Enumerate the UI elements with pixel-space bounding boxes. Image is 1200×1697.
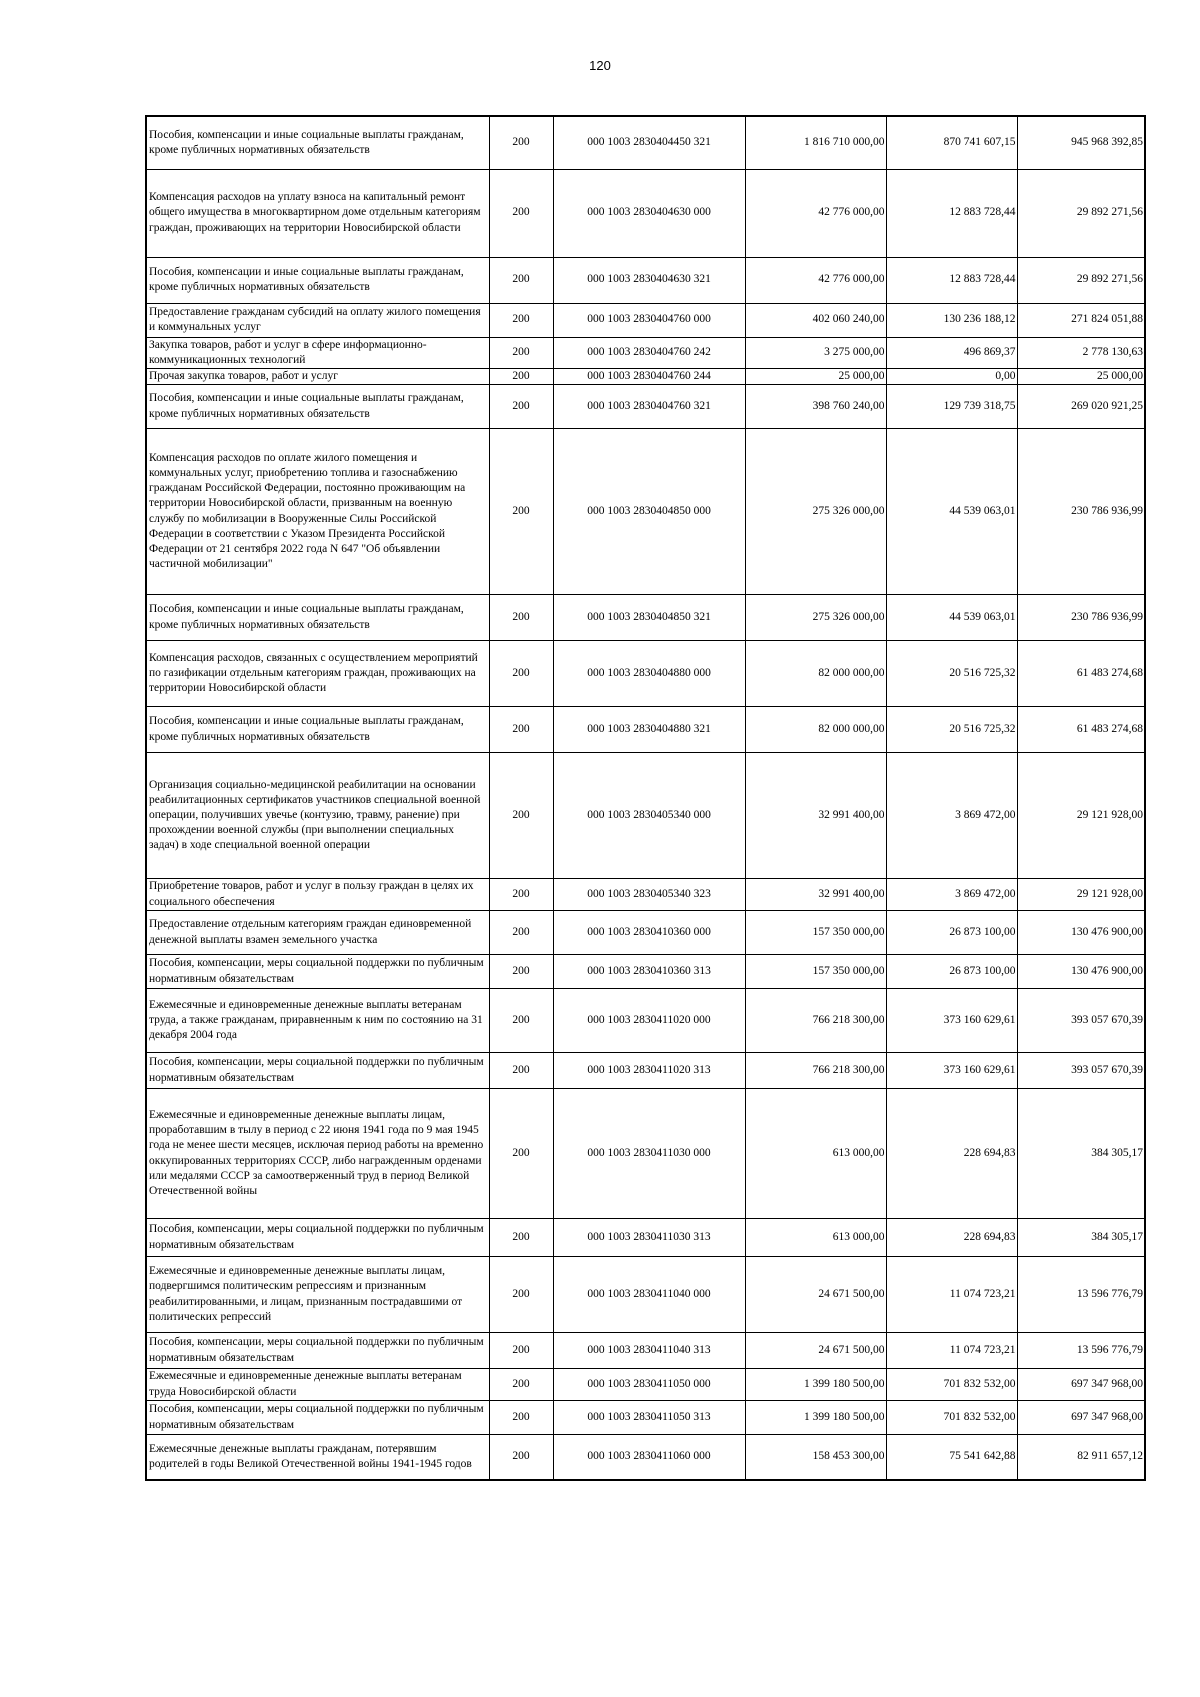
expense-name-cell: Ежемесячные и единовременные денежные выплаты лицам, проработавшим в тылу в период с 22 июня 1941 года по 9 мая 1945 года не менее шести месяцев, исключая период работы на временно оккупированных территориях СССР, либо награжденным орденами или медалями СССР за самоотверженный труд в период Великой Отечественной войны <box>146 1089 489 1219</box>
table-row <box>146 707 1145 753</box>
executed-amount-cell: 870 741 607,15 <box>886 116 1017 169</box>
approved-amount-cell: 24 671 500,00 <box>745 1333 886 1369</box>
unexecuted-amount-cell: 61 483 274,68 <box>1017 641 1145 707</box>
executed-amount-cell: 26 873 100,00 <box>886 955 1017 989</box>
unexecuted-amount-cell: 271 824 051,88 <box>1017 303 1145 337</box>
table-row <box>146 911 1145 955</box>
budget-classification-code-cell: 000 1003 2830404880 000 <box>553 641 745 707</box>
approved-amount-cell: 82 000 000,00 <box>745 641 886 707</box>
expense-name-cell: Пособия, компенсации, меры социальной поддержки по публичным нормативным обязательствам <box>146 1053 489 1089</box>
table-row <box>146 1369 1145 1401</box>
unexecuted-amount-cell: 29 892 271,56 <box>1017 257 1145 303</box>
line-code-cell: 200 <box>489 955 553 989</box>
line-code-cell: 200 <box>489 911 553 955</box>
line-code-cell: 200 <box>489 707 553 753</box>
expense-name-cell: Пособия, компенсации и иные социальные выплаты гражданам, кроме публичных нормативных обязательств <box>146 707 489 753</box>
approved-amount-cell: 82 000 000,00 <box>745 707 886 753</box>
table-body <box>146 116 1145 1480</box>
unexecuted-amount-cell: 130 476 900,00 <box>1017 955 1145 989</box>
executed-amount-cell: 228 694,83 <box>886 1089 1017 1219</box>
unexecuted-amount-cell: 13 596 776,79 <box>1017 1333 1145 1369</box>
approved-amount-cell: 398 760 240,00 <box>745 385 886 429</box>
expense-name-cell: Пособия, компенсации и иные социальные выплаты гражданам, кроме публичных нормативных обязательств <box>146 116 489 169</box>
budget-classification-code-cell: 000 1003 2830410360 313 <box>553 955 745 989</box>
executed-amount-cell: 701 832 532,00 <box>886 1369 1017 1401</box>
expense-name-cell: Пособия, компенсации, меры социальной поддержки по публичным нормативным обязательствам <box>146 1333 489 1369</box>
table-row <box>146 989 1145 1053</box>
expense-name-cell: Пособия, компенсации, меры социальной поддержки по публичным нормативным обязательствам <box>146 1401 489 1435</box>
table-row <box>146 595 1145 641</box>
line-code-cell: 200 <box>489 641 553 707</box>
table-row <box>146 116 1145 169</box>
table-row <box>146 257 1145 303</box>
approved-amount-cell: 1 399 180 500,00 <box>745 1369 886 1401</box>
line-code-cell: 200 <box>489 753 553 879</box>
table-row <box>146 753 1145 879</box>
budget-classification-code-cell: 000 1003 2830404850 000 <box>553 429 745 595</box>
line-code-cell: 200 <box>489 169 553 257</box>
expense-name-cell: Приобретение товаров, работ и услуг в пользу граждан в целях их социального обеспечения <box>146 879 489 911</box>
executed-amount-cell: 11 074 723,21 <box>886 1257 1017 1333</box>
budget-execution-table <box>145 115 1146 1481</box>
expense-name-cell: Пособия, компенсации и иные социальные выплаты гражданам, кроме публичных нормативных обязательств <box>146 385 489 429</box>
budget-classification-code-cell: 000 1003 2830404760 000 <box>553 303 745 337</box>
approved-amount-cell: 157 350 000,00 <box>745 911 886 955</box>
table-row <box>146 1219 1145 1257</box>
unexecuted-amount-cell: 384 305,17 <box>1017 1219 1145 1257</box>
executed-amount-cell: 228 694,83 <box>886 1219 1017 1257</box>
budget-classification-code-cell: 000 1003 2830404760 242 <box>553 337 745 368</box>
table-row <box>146 879 1145 911</box>
expense-name-cell: Закупка товаров, работ и услуг в сфере информационно-коммуникационных технологий <box>146 337 489 368</box>
unexecuted-amount-cell: 945 968 392,85 <box>1017 116 1145 169</box>
budget-classification-code-cell: 000 1003 2830411030 000 <box>553 1089 745 1219</box>
approved-amount-cell: 275 326 000,00 <box>745 429 886 595</box>
line-code-cell: 200 <box>489 1053 553 1089</box>
approved-amount-cell: 1 399 180 500,00 <box>745 1401 886 1435</box>
expense-name-cell: Прочая закупка товаров, работ и услуг <box>146 368 489 384</box>
executed-amount-cell: 701 832 532,00 <box>886 1401 1017 1435</box>
unexecuted-amount-cell: 25 000,00 <box>1017 368 1145 384</box>
approved-amount-cell: 275 326 000,00 <box>745 595 886 641</box>
expense-name-cell: Ежемесячные и единовременные денежные выплаты ветеранам труда, а также гражданам, приравненным к ним по состоянию на 31 декабря 2004 года <box>146 989 489 1053</box>
unexecuted-amount-cell: 29 121 928,00 <box>1017 753 1145 879</box>
budget-classification-code-cell: 000 1003 2830411060 000 <box>553 1435 745 1480</box>
unexecuted-amount-cell: 130 476 900,00 <box>1017 911 1145 955</box>
approved-amount-cell: 158 453 300,00 <box>745 1435 886 1480</box>
executed-amount-cell: 44 539 063,01 <box>886 595 1017 641</box>
budget-classification-code-cell: 000 1003 2830411030 313 <box>553 1219 745 1257</box>
approved-amount-cell: 32 991 400,00 <box>745 753 886 879</box>
approved-amount-cell: 42 776 000,00 <box>745 257 886 303</box>
line-code-cell: 200 <box>489 1219 553 1257</box>
budget-classification-code-cell: 000 1003 2830410360 000 <box>553 911 745 955</box>
line-code-cell: 200 <box>489 257 553 303</box>
approved-amount-cell: 766 218 300,00 <box>745 1053 886 1089</box>
table-row <box>146 1257 1145 1333</box>
executed-amount-cell: 496 869,37 <box>886 337 1017 368</box>
executed-amount-cell: 373 160 629,61 <box>886 989 1017 1053</box>
executed-amount-cell: 26 873 100,00 <box>886 911 1017 955</box>
table-row <box>146 429 1145 595</box>
executed-amount-cell: 3 869 472,00 <box>886 879 1017 911</box>
unexecuted-amount-cell: 29 892 271,56 <box>1017 169 1145 257</box>
line-code-cell: 200 <box>489 879 553 911</box>
budget-classification-code-cell: 000 1003 2830411040 313 <box>553 1333 745 1369</box>
line-code-cell: 200 <box>489 1401 553 1435</box>
budget-classification-code-cell: 000 1003 2830405340 323 <box>553 879 745 911</box>
table-row <box>146 368 1145 384</box>
budget-classification-code-cell: 000 1003 2830411020 313 <box>553 1053 745 1089</box>
approved-amount-cell: 1 816 710 000,00 <box>745 116 886 169</box>
table-row <box>146 641 1145 707</box>
table-row <box>146 169 1145 257</box>
executed-amount-cell: 0,00 <box>886 368 1017 384</box>
line-code-cell: 200 <box>489 1369 553 1401</box>
expense-name-cell: Ежемесячные и единовременные денежные выплаты лицам, подвергшимся политическим репрессиям и признанным реабилитированными, и лицам, признанным пострадавшими от политических репрессий <box>146 1257 489 1333</box>
budget-classification-code-cell: 000 1003 2830411050 000 <box>553 1369 745 1401</box>
line-code-cell: 200 <box>489 303 553 337</box>
table-row <box>146 337 1145 368</box>
executed-amount-cell: 20 516 725,32 <box>886 641 1017 707</box>
expense-name-cell: Предоставление гражданам субсидий на оплату жилого помещения и коммунальных услуг <box>146 303 489 337</box>
unexecuted-amount-cell: 697 347 968,00 <box>1017 1369 1145 1401</box>
executed-amount-cell: 3 869 472,00 <box>886 753 1017 879</box>
line-code-cell: 200 <box>489 1333 553 1369</box>
table-row <box>146 1435 1145 1480</box>
table-row <box>146 385 1145 429</box>
approved-amount-cell: 766 218 300,00 <box>745 989 886 1053</box>
page-number: 120 <box>589 58 611 73</box>
executed-amount-cell: 12 883 728,44 <box>886 257 1017 303</box>
budget-classification-code-cell: 000 1003 2830405340 000 <box>553 753 745 879</box>
expense-name-cell: Компенсация расходов на уплату взноса на капитальный ремонт общего имущества в многоквартирном доме отдельным категориям граждан, проживающих на территории Новосибирской области <box>146 169 489 257</box>
approved-amount-cell: 42 776 000,00 <box>745 169 886 257</box>
table-row <box>146 1401 1145 1435</box>
approved-amount-cell: 25 000,00 <box>745 368 886 384</box>
unexecuted-amount-cell: 2 778 130,63 <box>1017 337 1145 368</box>
budget-classification-code-cell: 000 1003 2830404760 321 <box>553 385 745 429</box>
line-code-cell: 200 <box>489 429 553 595</box>
approved-amount-cell: 613 000,00 <box>745 1219 886 1257</box>
expense-name-cell: Пособия, компенсации, меры социальной поддержки по публичным нормативным обязательствам <box>146 1219 489 1257</box>
expense-name-cell: Компенсация расходов, связанных с осуществлением мероприятий по газификации отдельным категориям граждан, проживающих на территории Новосибирской области <box>146 641 489 707</box>
unexecuted-amount-cell: 230 786 936,99 <box>1017 595 1145 641</box>
line-code-cell: 200 <box>489 1089 553 1219</box>
executed-amount-cell: 373 160 629,61 <box>886 1053 1017 1089</box>
executed-amount-cell: 11 074 723,21 <box>886 1333 1017 1369</box>
approved-amount-cell: 24 671 500,00 <box>745 1257 886 1333</box>
expense-name-cell: Пособия, компенсации и иные социальные выплаты гражданам, кроме публичных нормативных обязательств <box>146 257 489 303</box>
expense-name-cell: Компенсация расходов по оплате жилого помещения и коммунальных услуг, приобретению топлива и газоснабжению гражданам Российской Федерации, постоянно проживающим на территории Новосибирской области, призванным на военную службу по мобилизации в Вооруженные Силы Российской Федерации в соответствии с Указом Президента Российской Федерации от 21 сентября 2022 года N 647 "Об объявлении частичной мобилизации" <box>146 429 489 595</box>
budget-classification-code-cell: 000 1003 2830404450 321 <box>553 116 745 169</box>
executed-amount-cell: 12 883 728,44 <box>886 169 1017 257</box>
unexecuted-amount-cell: 393 057 670,39 <box>1017 1053 1145 1089</box>
budget-classification-code-cell: 000 1003 2830411050 313 <box>553 1401 745 1435</box>
table-row <box>146 303 1145 337</box>
budget-classification-code-cell: 000 1003 2830411040 000 <box>553 1257 745 1333</box>
line-code-cell: 200 <box>489 1257 553 1333</box>
executed-amount-cell: 130 236 188,12 <box>886 303 1017 337</box>
expense-name-cell: Ежемесячные и единовременные денежные выплаты ветеранам труда Новосибирской области <box>146 1369 489 1401</box>
budget-classification-code-cell: 000 1003 2830404630 000 <box>553 169 745 257</box>
table-row <box>146 1053 1145 1089</box>
line-code-cell: 200 <box>489 595 553 641</box>
budget-classification-code-cell: 000 1003 2830404760 244 <box>553 368 745 384</box>
executed-amount-cell: 129 739 318,75 <box>886 385 1017 429</box>
approved-amount-cell: 3 275 000,00 <box>745 337 886 368</box>
line-code-cell: 200 <box>489 989 553 1053</box>
unexecuted-amount-cell: 61 483 274,68 <box>1017 707 1145 753</box>
expense-name-cell: Ежемесячные денежные выплаты гражданам, потерявшим родителей в годы Великой Отечественной войны 1941-1945 годов <box>146 1435 489 1480</box>
unexecuted-amount-cell: 393 057 670,39 <box>1017 989 1145 1053</box>
unexecuted-amount-cell: 13 596 776,79 <box>1017 1257 1145 1333</box>
expense-name-cell: Предоставление отдельным категориям граждан единовременной денежной выплаты взамен земельного участка <box>146 911 489 955</box>
approved-amount-cell: 402 060 240,00 <box>745 303 886 337</box>
executed-amount-cell: 20 516 725,32 <box>886 707 1017 753</box>
table-row <box>146 1089 1145 1219</box>
line-code-cell: 200 <box>489 337 553 368</box>
expense-name-cell: Организация социально-медицинской реабилитации на основании реабилитационных сертификатов участников специальной военной операции, получивших увечье (контузию, травму, ранение) при прохождении военной службы (при выполнении специальных задач) в ходе специальной военной операции <box>146 753 489 879</box>
approved-amount-cell: 613 000,00 <box>745 1089 886 1219</box>
approved-amount-cell: 157 350 000,00 <box>745 955 886 989</box>
budget-classification-code-cell: 000 1003 2830404630 321 <box>553 257 745 303</box>
unexecuted-amount-cell: 269 020 921,25 <box>1017 385 1145 429</box>
unexecuted-amount-cell: 697 347 968,00 <box>1017 1401 1145 1435</box>
approved-amount-cell: 32 991 400,00 <box>745 879 886 911</box>
line-code-cell: 200 <box>489 368 553 384</box>
budget-classification-code-cell: 000 1003 2830404850 321 <box>553 595 745 641</box>
line-code-cell: 200 <box>489 1435 553 1480</box>
expense-name-cell: Пособия, компенсации, меры социальной поддержки по публичным нормативным обязательствам <box>146 955 489 989</box>
line-code-cell: 200 <box>489 116 553 169</box>
executed-amount-cell: 75 541 642,88 <box>886 1435 1017 1480</box>
line-code-cell: 200 <box>489 385 553 429</box>
unexecuted-amount-cell: 29 121 928,00 <box>1017 879 1145 911</box>
executed-amount-cell: 44 539 063,01 <box>886 429 1017 595</box>
unexecuted-amount-cell: 82 911 657,12 <box>1017 1435 1145 1480</box>
table-row <box>146 1333 1145 1369</box>
expense-name-cell: Пособия, компенсации и иные социальные выплаты гражданам, кроме публичных нормативных обязательств <box>146 595 489 641</box>
unexecuted-amount-cell: 230 786 936,99 <box>1017 429 1145 595</box>
table-row <box>146 955 1145 989</box>
budget-classification-code-cell: 000 1003 2830404880 321 <box>553 707 745 753</box>
unexecuted-amount-cell: 384 305,17 <box>1017 1089 1145 1219</box>
budget-classification-code-cell: 000 1003 2830411020 000 <box>553 989 745 1053</box>
